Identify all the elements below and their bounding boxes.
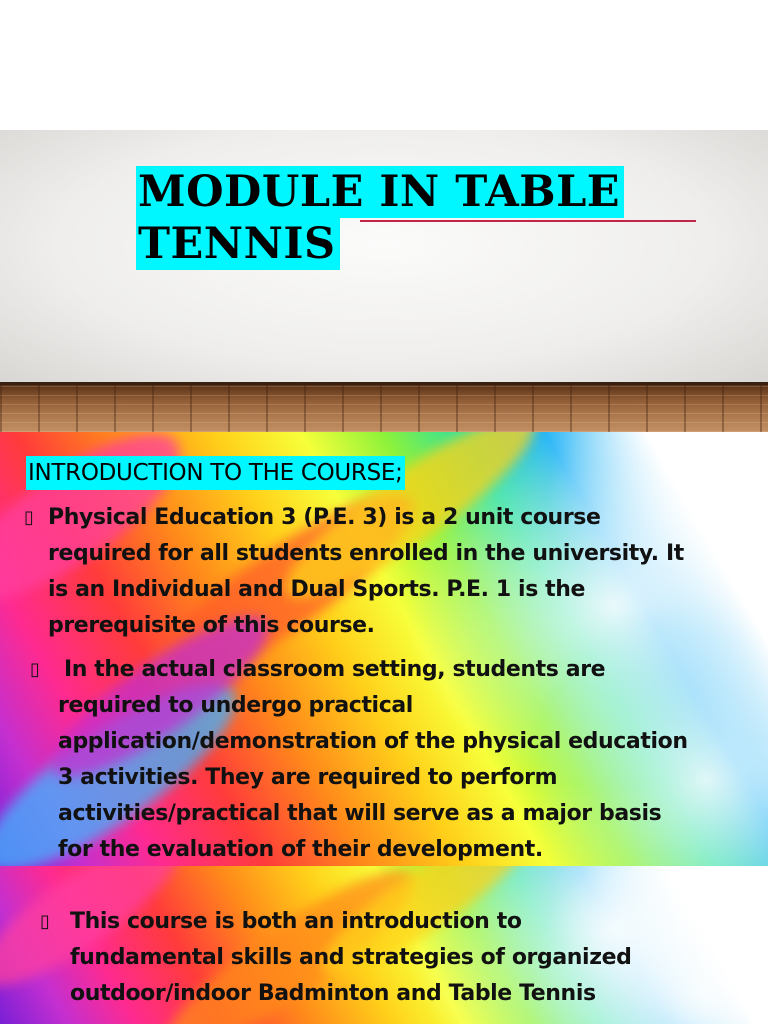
paragraph-3-line: outdoor/indoor Badminton and Table Tennis [70,981,596,1006]
paragraph-3 [70,904,631,1012]
paragraph-1-line: is an Individual and Dual Sports. P.E. 1 is the [48,577,586,602]
paragraph-2 [58,652,688,866]
title-slide-top-band [0,0,768,130]
bullet-icon: ▯ [30,659,40,680]
wooden-floor [0,385,768,432]
bullet-icon: ▯ [40,911,50,932]
paragraph-2-line: application/demonstration of the physical education [58,729,688,754]
paragraph-3-line: fundamental skills and strategies of organized [70,945,632,970]
title-underline-rule [360,220,696,222]
title-slide [0,0,768,432]
paragraph-2-line: activities/practical that will serve as a major basis [58,801,662,826]
paragraph-2-line: required to undergo practical [58,693,413,718]
paragraph-2-line: 3 activities. They are required to perform [58,765,558,790]
paragraph-2-line: for the evaluation of their development. [58,837,543,862]
paragraph-1-line: prerequisite of this course. [48,613,375,638]
bullet-icon: ▯ [24,507,34,528]
paragraph-1 [48,500,684,644]
slide-title [136,166,624,270]
introduction-slide [0,432,768,866]
paragraph-1-line: Physical Education 3 (P.E. 3) is a 2 unit course [48,505,601,530]
slide-title-line-1: MODULE IN TABLE [136,166,624,218]
course-description-slide [0,866,768,1024]
paragraph-3-line: This course is both an introduction to [70,909,522,934]
paragraph-2-line: In the actual classroom setting, students are [64,657,606,682]
introduction-heading: INTRODUCTION TO THE COURSE; [26,456,405,490]
slide-title-line-2: TENNIS [136,218,340,270]
paragraph-1-line: required for all students enrolled in the university. It [48,541,684,566]
